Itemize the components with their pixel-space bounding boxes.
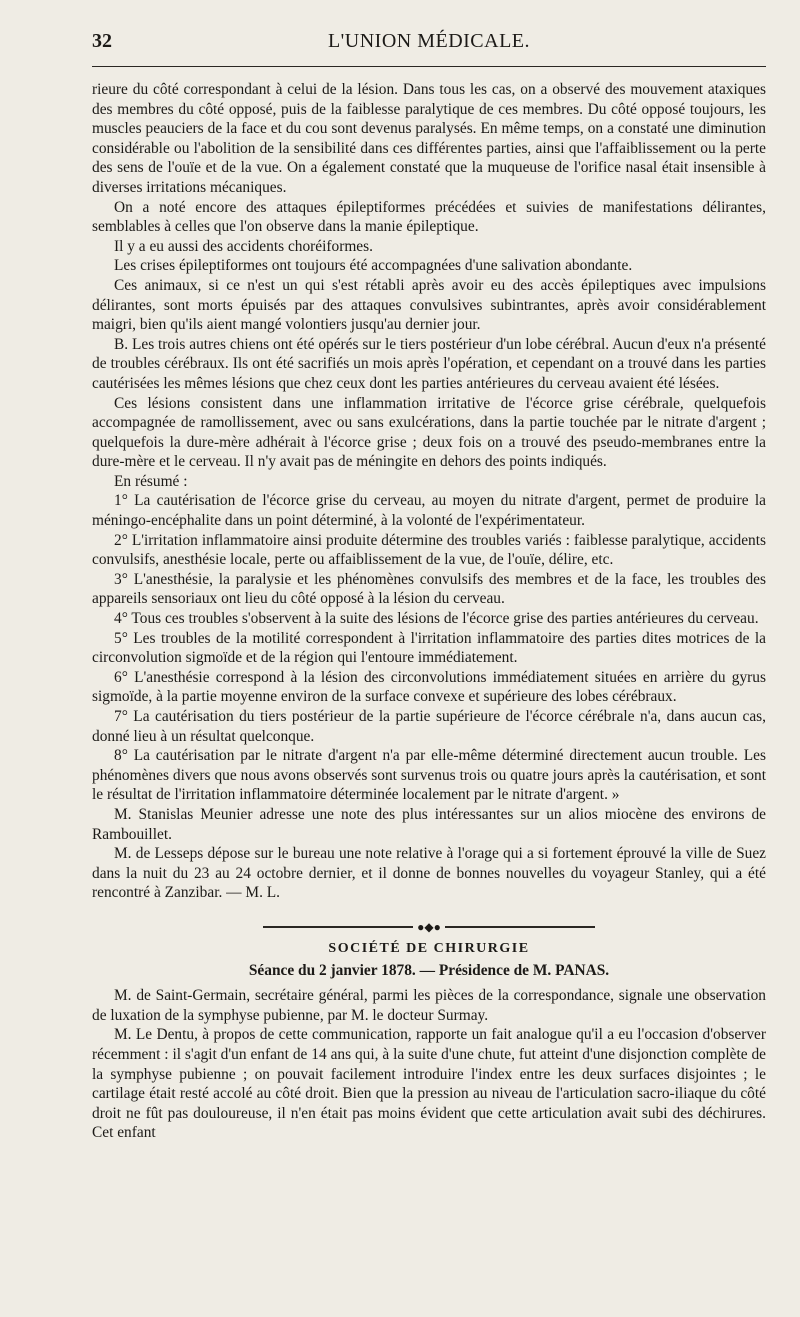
divider-line	[445, 926, 595, 928]
paragraph: On a noté encore des attaques épileptiformes précédées et suivies de manifestations délirantes, semblables à celles que l'on observe dans la manie épileptique.	[92, 198, 766, 236]
conclusion-item: 4° Tous ces troubles s'observent à la suite des lésions de l'écorce grise des parties antérieures du cerveau.	[114, 610, 759, 628]
paragraph: rieure du côté correspondant à celui de la lésion. Dans tous les cas, on a observé des mouvement ataxiques des membres du côté opposé, puis de la faiblesse paralytique de ces membres. Du côté opposé toujours, les muscles peauciers de la face et du cou sont devenus paralysés. En même temps, on a constaté une diminution considérable ou l'abolition de la sensibilité dans ces différentes parties, ainsi que l'affaiblissement ou la perte des sens de l'ouïe et de la vue. On a également constaté que la muqueuse de l'orifice nasal était insensible à diverses irritations mécaniques.	[92, 81, 766, 196]
section-divider	[92, 921, 766, 933]
ornament-icon: ●◆●	[417, 919, 441, 934]
paragraph: B. Les trois autres chiens ont été opérés sur le tiers postérieur d'un lobe cérébral. Aucun d'eux n'a présenté de troubles cérébraux. Ils ont été sacrifiés un mois après l'opération, et cependant on a trouvé dans les parties cautérisées les mêmes lésions que chez ceux dont les parties antérieures du cerveau avaient été lésées.	[92, 335, 766, 392]
paragraph: Les crises épileptiformes ont toujours été accompagnées d'une salivation abondante.	[114, 257, 633, 275]
running-title: L'UNION MÉDICALE.	[327, 30, 531, 52]
resume-heading: En résumé :	[114, 472, 188, 490]
conclusion-item: 3° L'anesthésie, la paralysie et les phénomènes convulsifs des membres et de la face, les troubles des appareils sensoriaux ont lieu du côté opposé à la lésion du cerveau.	[92, 570, 766, 608]
conclusion-item: 6° L'anesthésie correspond à la lésion des circonvolutions immédiatement situées en arrière du gyrus sigmoïde, à la partie moyenne environ de la surface convexe et supérieure des lobes cérébraux.	[92, 668, 766, 706]
paragraph: M. de Saint-Germain, secrétaire général, parmi les pièces de la correspondance, signale une observation de luxation de la symphyse pubienne, par M. le docteur Surmay.	[92, 987, 766, 1024]
conclusion-item: 2° L'irritation inflammatoire ainsi produite détermine des troubles variés : faiblesse paralytique, accidents convulsifs, anesthésie locale, perte ou affaiblissement de la vue, de l'ouïe, délire, etc.	[92, 531, 766, 569]
paragraph: M. Stanislas Meunier adresse une note des plus intéressantes sur un alios miocène des environs de Rambouillet.	[92, 805, 766, 843]
section-title: SOCIÉTÉ DE CHIRURGIE	[328, 940, 530, 956]
paragraph: Ces animaux, si ce n'est un qui s'est rétabli après avoir eu des accès épileptiques avec impulsions délirantes, sont morts épuisés par des attaques convulsives subintrantes, après avoir considérablement maigri, bien qu'ils aient mangé volontiers jusqu'au dernier jour.	[92, 276, 766, 334]
paragraph: M. de Lesseps dépose sur le bureau une note relative à l'orage qui a si fortement éprouvé la ville de Suez dans la nuit du 23 au 24 octobre dernier, et il donne de bonnes nouvelles du voyageur Stanley, qui a été rencontré à Zanzibar. — M. L.	[92, 845, 766, 902]
conclusion-item: 5° Les troubles de la motilité correspondent à l'irritation inflammatoire des parties dites motrices de la circonvolution sigmoïde et de la région qui l'entoure immédiatement.	[92, 629, 766, 667]
article-body	[92, 80, 766, 1143]
paragraph: Il y a eu aussi des accidents choréiformes.	[114, 237, 373, 255]
conclusion-item: 8° La cautérisation par le nitrate d'argent n'a par elle-même déterminé directement aucun trouble. Les phénomènes divers que nous avons observés sont survenus trois ou quatre jours après la cautérisation, et sont le résultat de l'irritation inflammatoire déterminée localement par le nitrate d'argent. »	[92, 747, 766, 804]
paragraph: Ces lésions consistent dans une inflammation irritative de l'écorce grise cérébrale, quelquefois accompagnée de ramollissement, avec ou sans exulcérations, dans la partie touchée par le nitrate d'argent ; quelquefois la dure-mère adhérait à l'écorce grise ; deux fois on a trouvé des pseudo-membranes entre la dure-mère et le cerveau. Il n'y avait pas de méningite en dehors des points indiqués.	[92, 394, 766, 471]
conclusion-item: 7° La cautérisation du tiers postérieur de la partie supérieure de l'écorce cérébrale n'a, dans aucun cas, donné lieu à un résultat quelconque.	[92, 708, 766, 745]
conclusion-item: 1° La cautérisation de l'écorce grise du cerveau, au moyen du nitrate d'argent, permet de produire la méningo-encéphalite dans un point déterminé, à la volonté de l'expérimentateur.	[92, 492, 766, 530]
header-rule	[92, 66, 766, 67]
divider-line	[263, 926, 413, 928]
paragraph: M. Le Dentu, à propos de cette communication, rapporte un fait analogue qu'il a eu l'occasion d'observer récemment : il s'agit d'un enfant de 14 ans qui, à la suite d'une chute, fut atteint d'une disjonction complète de la symphyse pubienne ; on pouvait facilement introduire l'index entre les deux surfaces disjointes ; le cartilage était resté accolé au côté droit. Bien que la pression au niveau de l'articulation sacro-iliaque du côté droit ne fût pas douloureuse, il n'en était pas moins évident que cette articulation avait subi des déchirures. Cet enfant	[92, 1026, 766, 1142]
page-number: 32	[92, 30, 112, 52]
conclusions-list	[92, 491, 766, 805]
session-line: Séance du 2 janvier 1878. — Présidence de M. PANAS.	[248, 961, 610, 979]
page-header	[92, 30, 766, 60]
